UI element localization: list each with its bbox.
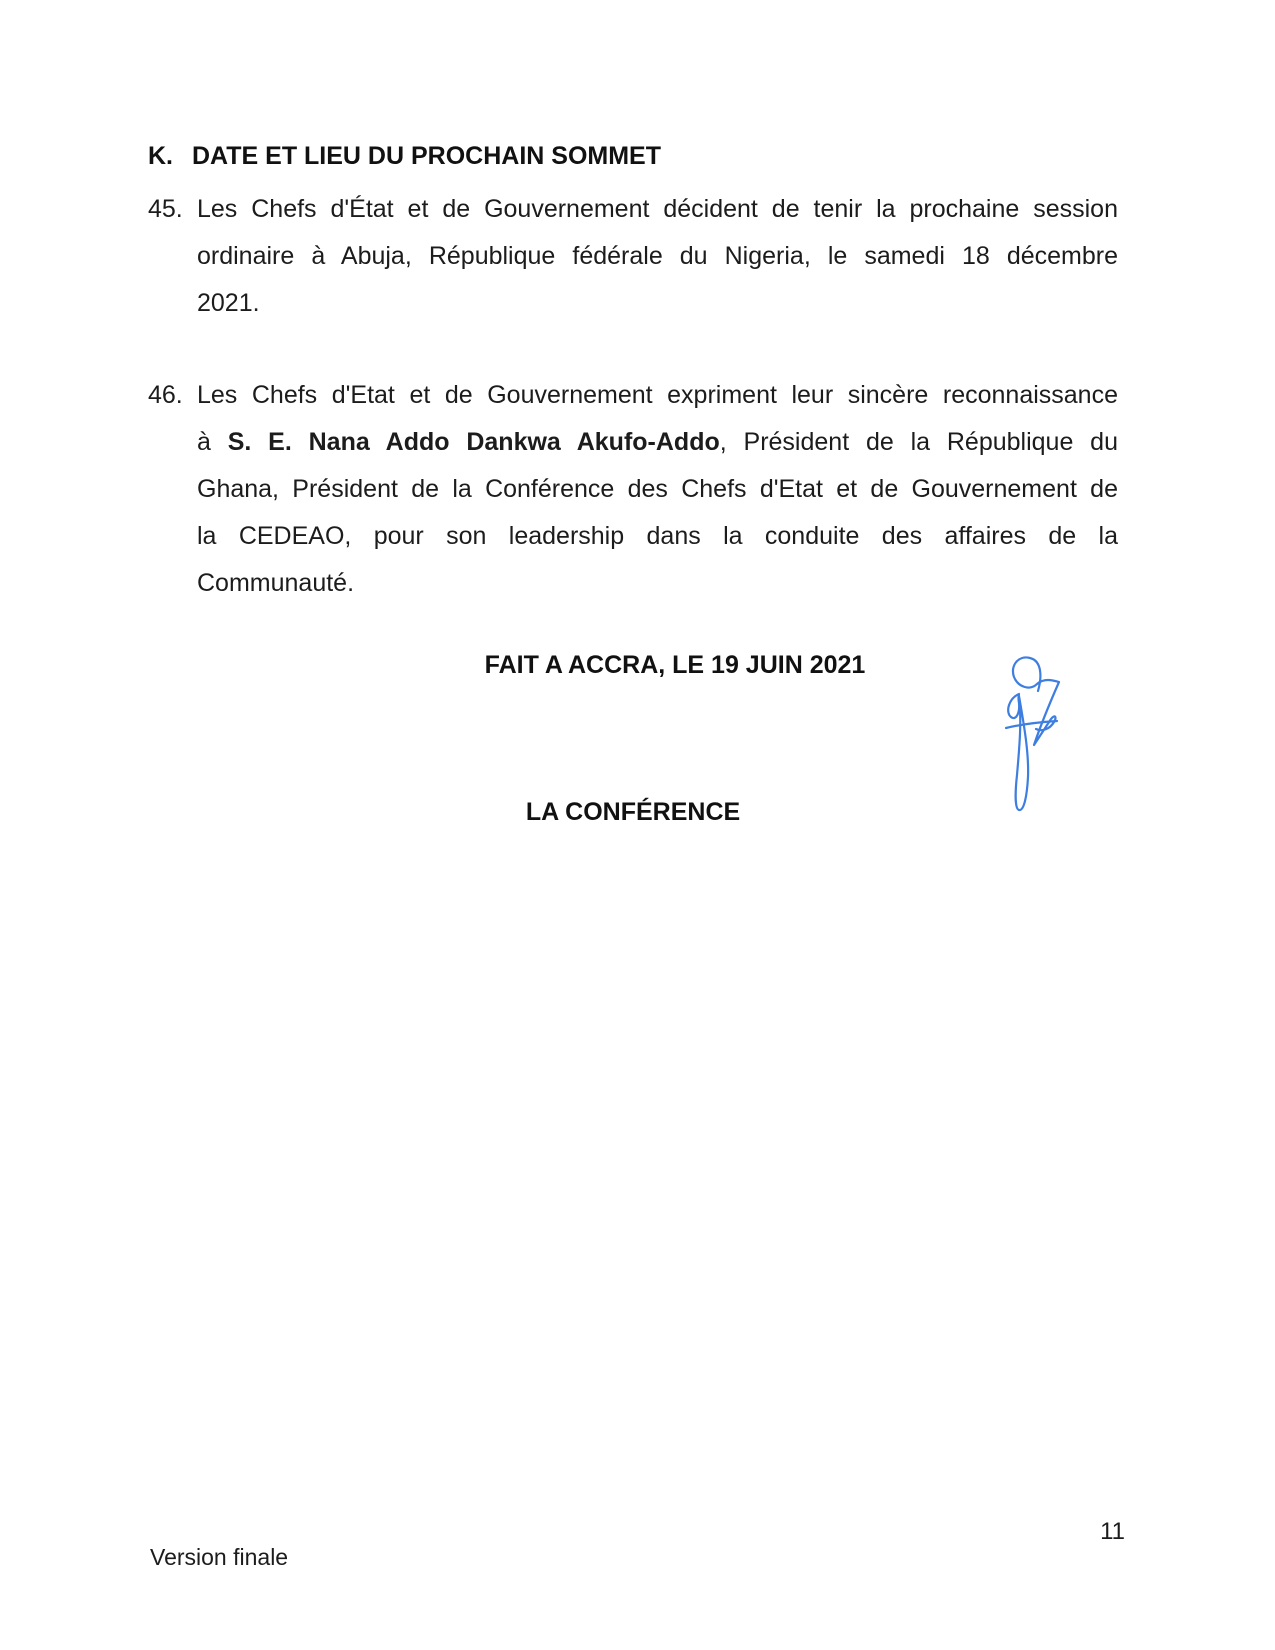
signature-scribble-icon <box>1002 653 1064 817</box>
paragraph-line <box>197 280 1118 327</box>
paragraph-line <box>197 186 1118 233</box>
list-paragraph <box>148 372 1118 607</box>
section-letter: K. <box>148 142 173 170</box>
section-heading <box>148 136 1118 176</box>
paragraph-line <box>197 233 1118 280</box>
paragraph-list <box>148 186 1118 607</box>
text-segment: ordinaire à Abuja, République fédérale du Nigeria, le samedi 18 décembre <box>197 242 1118 270</box>
closing-signatory: LA CONFÉRENCE <box>525 798 741 826</box>
text-segment: la CEDEAO, pour son leadership dans la conduite des affaires de la <box>197 522 1118 550</box>
closing-place-date: FAIT A ACCRA, LE 19 JUIN 2021 <box>484 651 866 679</box>
text-segment: Communauté. <box>197 569 355 597</box>
paragraph-number: 46. <box>148 381 183 409</box>
page-number: 11 <box>1100 1518 1125 1545</box>
paragraph-line <box>197 560 1118 607</box>
version-label: Version finale <box>150 1544 289 1570</box>
text-segment: Les Chefs d'Etat et de Gouvernement expriment leur sincère reconnaissance <box>197 381 1118 409</box>
paragraph-text <box>197 372 1118 607</box>
text-segment: Les Chefs d'État et de Gouvernement décident de tenir la prochaine session <box>197 195 1118 223</box>
text-segment: Ghana, Président de la Conférence des Chefs d'Etat et de Gouvernement de <box>197 475 1118 503</box>
paragraph-line <box>197 466 1118 513</box>
list-paragraph <box>148 186 1118 327</box>
handwritten-signature <box>1002 653 1064 817</box>
section-title: DATE ET LIEU DU PROCHAIN SOMMET <box>192 142 661 170</box>
bold-text-segment: S. E. Nana Addo Dankwa Akufo-Addo <box>227 428 720 456</box>
text-segment: 2021. <box>197 289 260 317</box>
paragraph-text <box>197 186 1118 327</box>
paragraph-line <box>197 419 1118 466</box>
text-segment: , Président de la République du <box>719 428 1118 456</box>
paragraph-line <box>197 513 1118 560</box>
text-segment: à <box>197 428 228 456</box>
paragraph-line <box>197 372 1118 419</box>
paragraph-number: 45. <box>148 195 183 223</box>
